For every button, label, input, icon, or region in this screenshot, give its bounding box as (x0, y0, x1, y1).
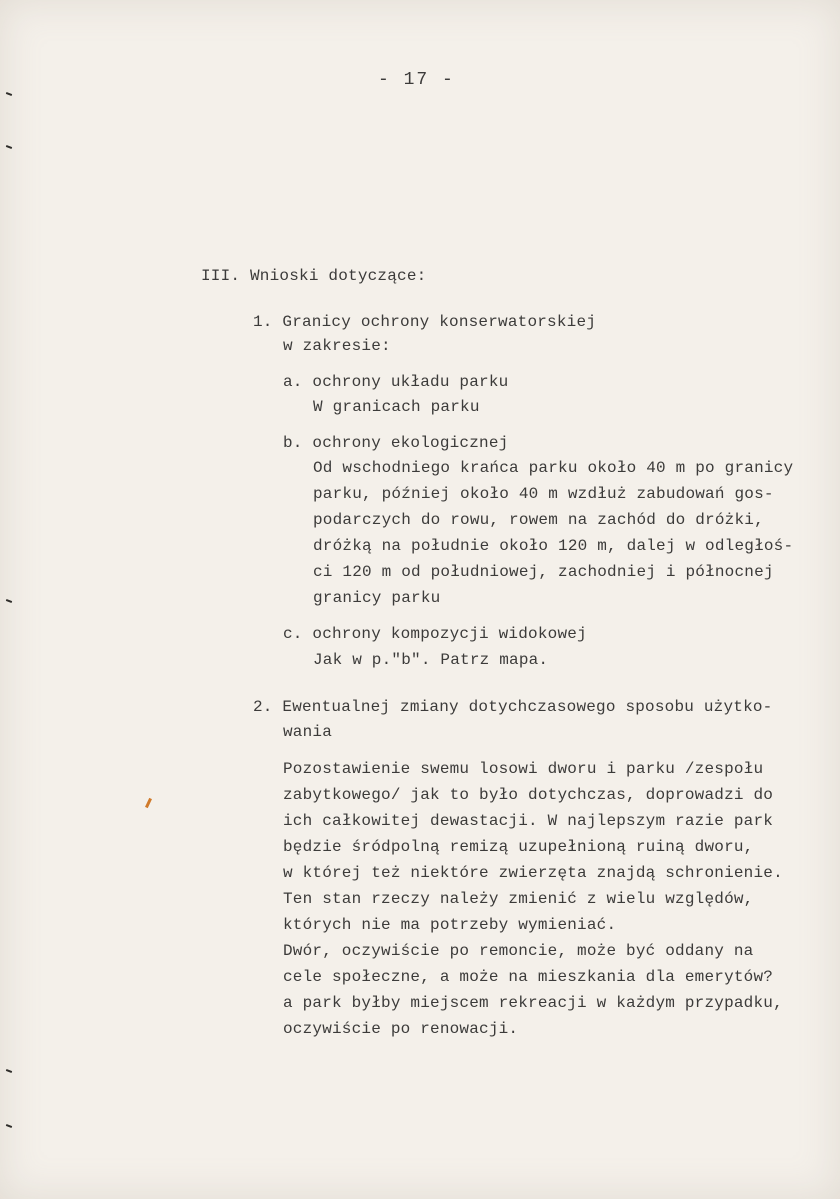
item2-paragraph-line: ich całkowitej dewastacji. W najlepszym razie park (283, 812, 774, 830)
item2-paragraph-line: będzie śródpolną remizą uzupełnioną ruiną dworu, (283, 838, 754, 856)
margin-mark (6, 599, 12, 603)
item1-heading: 1. Granicy ochrony konserwatorskiej (253, 313, 597, 331)
subitem-b-line: podarczych do rowu, rowem na zachód do dróżki, (313, 511, 764, 529)
item2-paragraph-line: których nie ma potrzeby wymieniać. (283, 916, 617, 934)
subitem-b-line: parku, później około 40 m wzdłuż zabudowań gos- (313, 485, 774, 503)
item2-paragraph-line: a park byłby miejscem rekreacji w każdym przypadku, (283, 994, 783, 1012)
item2-paragraph-line: oczywiście po renowacji. (283, 1020, 519, 1038)
subitem-a-body: W granicach parku (313, 398, 480, 416)
item2-heading: 2. Ewentualnej zmiany dotychczasowego sposobu użytko- (253, 698, 773, 716)
item2-heading-cont: wania (283, 723, 333, 741)
margin-mark (6, 1069, 12, 1073)
item2-paragraph-line: Ten stan rzeczy należy zmienić z wielu względów, (283, 890, 754, 908)
margin-mark (6, 145, 12, 149)
subitem-b-line: ci 120 m od południowej, zachodniej i północnej (313, 563, 774, 581)
section-heading: III. Wnioski dotyczące: (201, 267, 427, 285)
subitem-b-line: dróżką na południe około 120 m, dalej w odległoś- (313, 537, 794, 555)
item2-paragraph-line: Pozostawienie swemu losowi dworu i parku /zespołu (283, 760, 764, 778)
margin-mark (6, 1124, 12, 1128)
ink-mark (145, 798, 152, 808)
item2-paragraph-line: Dwór, oczywiście po remoncie, może być oddany na (283, 942, 754, 960)
item2-paragraph-line: cele społeczne, a może na mieszkania dla emerytów? (283, 968, 774, 986)
subitem-b-line: granicy parku (313, 589, 441, 607)
item1-heading-cont: w zakresie: (283, 337, 391, 355)
item2-paragraph-line: w której też niektóre zwierzęta znajdą schronienie. (283, 864, 783, 882)
subitem-c-title: c. ochrony kompozycji widokowej (283, 625, 587, 643)
subitem-c-body: Jak w p."b". Patrz mapa. (313, 651, 549, 669)
subitem-a-title: a. ochrony układu parku (283, 373, 509, 391)
page-number: - 17 - (378, 70, 455, 90)
margin-mark (6, 92, 12, 96)
item2-paragraph-line: zabytkowego/ jak to było dotychczas, doprowadzi do (283, 786, 774, 804)
subitem-b-title: b. ochrony ekologicznej (283, 434, 509, 452)
subitem-b-line: Od wschodniego krańca parku około 40 m po granicy (313, 459, 794, 477)
